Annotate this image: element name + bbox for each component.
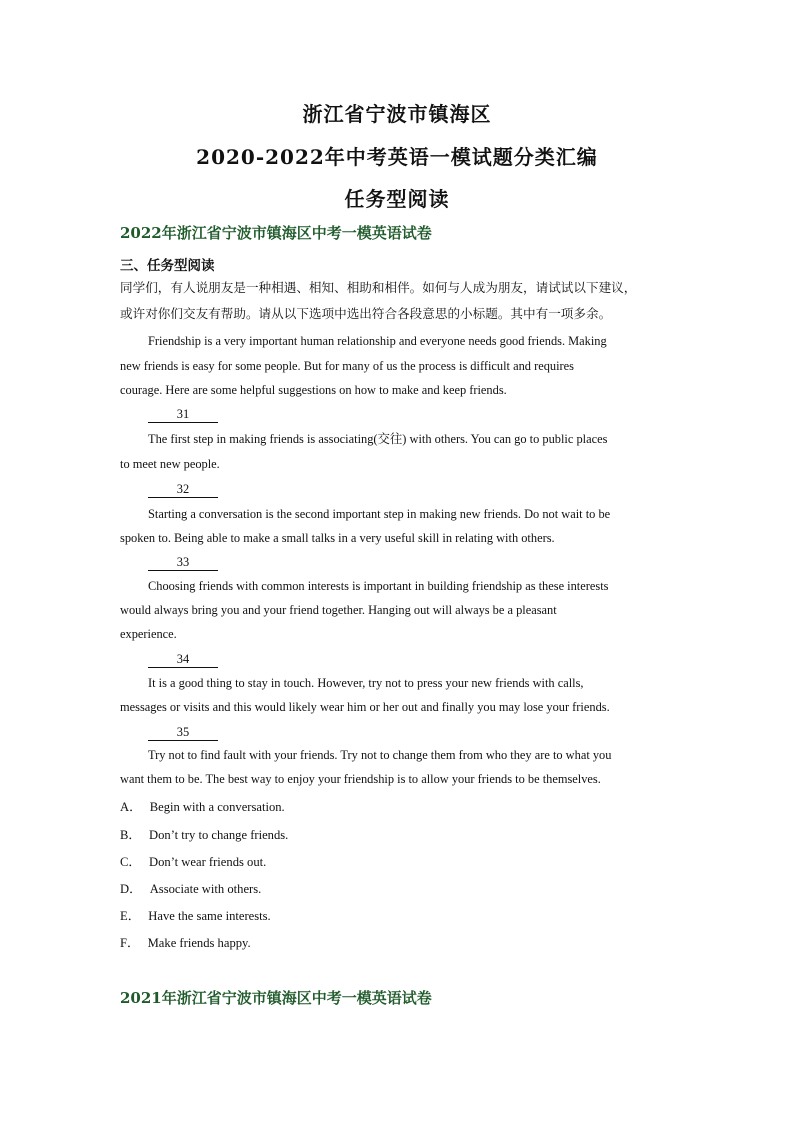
option-letter: D． [120, 882, 142, 896]
doc-title-collection: 2020-2022年中考英语一模试题分类汇编 [196, 145, 598, 169]
option-letter: E． [120, 909, 141, 923]
paragraph-line: Friendship is a very important human relationship and everyone needs good friends. Making [148, 334, 607, 348]
answer-blank-31[interactable]: 31 [148, 406, 218, 423]
option-a [120, 796, 285, 815]
paragraph-line: messages or visits and this would likely wear him or her out and finally you may lose your friends. [120, 700, 610, 714]
paragraph-line: to meet new people. [120, 457, 220, 471]
paragraph-line: Choosing friends with common interests is important in building friendship as these interests [148, 579, 609, 593]
option-text: Don’t wear friends out. [149, 855, 267, 869]
answer-blank-32[interactable]: 32 [148, 481, 218, 498]
option-letter: F． [120, 936, 140, 950]
option-text: Make friends happy. [147, 936, 251, 950]
answer-blank-33[interactable]: 33 [148, 554, 218, 571]
paragraph-line: new friends is easy for some people. But for many of us the process is difficult and requires [120, 359, 574, 373]
doc-title-region: 浙江省宁波市镇海区 [302, 102, 492, 126]
option-letter: C． [120, 855, 141, 869]
paragraph-line: courage. Here are some helpful suggestions on how to make and keep friends. [120, 383, 507, 397]
section-heading-2022: 2022年浙江省宁波市镇海区中考一模英语试卷 [120, 224, 432, 242]
option-letter: B． [120, 828, 141, 842]
paragraph-line: spoken to. Being able to make a small talks in a very useful skill in relating with others. [120, 531, 555, 545]
paragraph-line: would always bring you and your friend together. Hanging out will always be a pleasant [120, 603, 557, 617]
intro-line: 同学们，有人说朋友是一种相遇、相知、相助和相伴。如何与人成为朋友，请试试以下建议， [120, 280, 637, 295]
option-letter: A． [120, 800, 142, 814]
option-b [120, 824, 288, 843]
option-d [120, 878, 261, 897]
option-f [120, 932, 251, 951]
option-c [120, 851, 266, 870]
intro-line: 或许对你们交友有帮助。请从以下选项中选出符合各段意思的小标题。其中有一项多余。 [120, 306, 612, 321]
paragraph-line: experience. [120, 627, 177, 641]
answer-blank-35[interactable]: 35 [148, 724, 218, 741]
option-text: Associate with others. [149, 882, 262, 896]
option-text: Have the same interests. [148, 909, 271, 923]
option-text: Don’t try to change friends. [149, 828, 289, 842]
option-e [120, 905, 271, 924]
answer-blank-34[interactable]: 34 [148, 651, 218, 668]
section-heading-2021: 2021年浙江省宁波市镇海区中考一模英语试卷 [120, 989, 432, 1007]
paragraph-line: It is a good thing to stay in touch. However, try not to press your new friends with calls, [148, 676, 584, 690]
part-title: 三、任务型阅读 [120, 258, 215, 274]
option-text: Begin with a conversation. [149, 800, 285, 814]
doc-title-topic: 任务型阅读 [344, 187, 450, 211]
paragraph-line: Try not to find fault with your friends. Try not to change them from who they are to what you [148, 748, 612, 762]
paragraph-line: want them to be. The best way to enjoy your friendship is to allow your friends to be themselves. [120, 772, 601, 786]
paragraph-line: The first step in making friends is associating(交往) with others. You can go to public places [148, 432, 608, 446]
paragraph-line: Starting a conversation is the second important step in making new friends. Do not wait to be [148, 507, 611, 521]
